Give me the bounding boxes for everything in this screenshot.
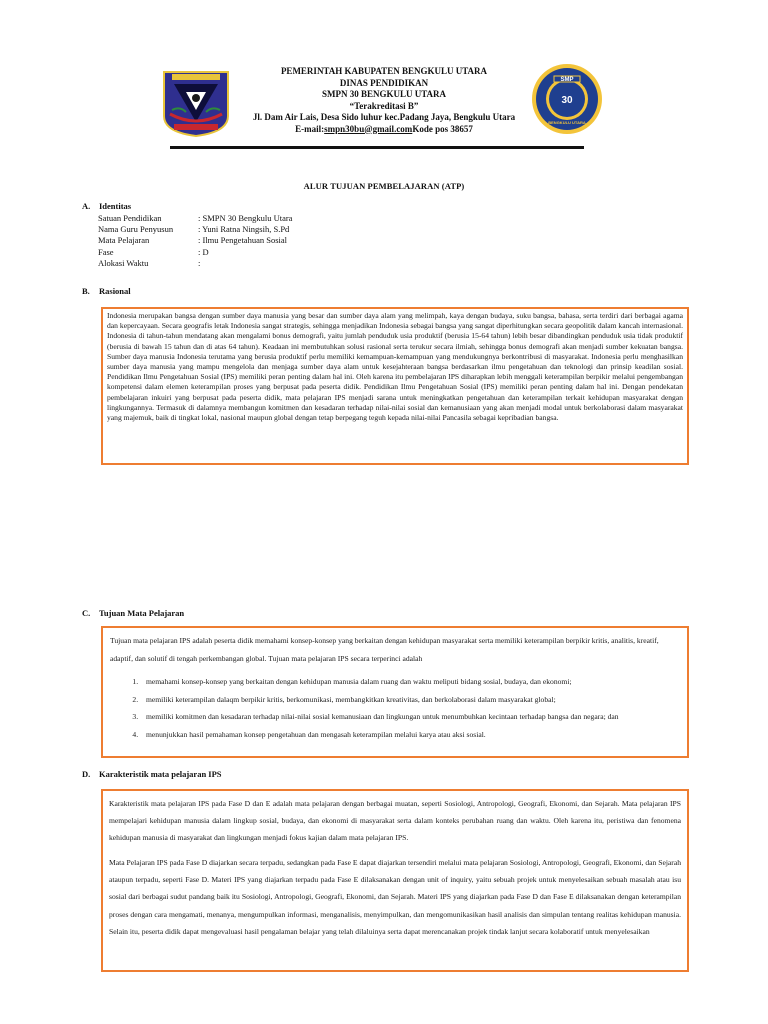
karakteristik-paragraph: Karakteristik mata pelajaran IPS pada Fase D dan E adalah mata pelajaran dengan berbagai muatan, seperti Sosiologi, Antropologi, Geografi, Ekonomi, dan Sejarah. Mata pelajaran IPS mempelajari kehidupan manusia dalam lingkup sosial, budaya, dan ekonomi di masyarakat serta dalam konteks perubahan ruang dan waktu. Oleh karena itu, peristiwa dan fenomena kehidupan manusia di masyarakat dan lingkungan menjadi fokus kajian dalam mata pelajaran IPS. xyxy=(109,799,681,843)
section-heading-identitas xyxy=(82,201,131,211)
section-letter: B. xyxy=(82,286,90,296)
list-item: 4. menunjukkan hasil pemahaman konsep pengetahuan dan mengasah keterampilan melalui karya atau aksi sosial. xyxy=(140,726,680,744)
identity-key: Fase xyxy=(98,246,114,257)
identity-key: Satuan Pendidikan xyxy=(98,213,162,223)
identity-row xyxy=(98,235,292,246)
karakteristik-paragraph: Mata Pelajaran IPS pada Fase D diajarkan secara terpadu, sedangkan pada Fase E dapat diajarkan tersendiri melalui mata pelajaran Sosiologi, Antropologi, Geografi, Ekonomi, dan Sejarah ataupun terpadu, seperti Fase D. Materi IPS yang diajarkan terpadu pada Fase E dilaksanakan dengan unit of inquiry, yaitu sebuah projek untuk menyelesaikan sebuah masalah atau isu sosial dari berbagai sudut pandang baik itu Sosiologi, Antropologi, Geografi, Ekonomi, dan Sejarah. Materi IPS yang diajarkan pada Fase D dan Fase E dilaksanakan dengan keterampilan proses dengan cara mengamati, menanya, mengumpulkan informasi, menganalisis, menyimpulkan, dan mengomunikasikan hasil analisis dan simpulan tentang realitas kehidupan manusia. Selain itu, peserta didik dapat mengevaluasi hasil pengalaman belajar yang telah dilaluinya serta dapat merencanakan projek tindak lanjut secara kolaboratif untuk menyelesaikan xyxy=(109,858,681,936)
letterhead-divider xyxy=(170,146,584,149)
identity-row xyxy=(98,213,292,224)
identity-key: Nama Guru Penyusun xyxy=(98,224,174,235)
identity-row xyxy=(98,247,292,258)
school-logo-bottom-text: BENGKULU UTARA xyxy=(548,120,586,125)
school-logo-smp-text: SMP xyxy=(560,77,574,83)
section-heading-rasional xyxy=(82,286,131,296)
tujuan-list xyxy=(110,673,680,743)
letterhead-line-government: PEMERINTAH KABUPATEN BENGKULU UTARA xyxy=(280,66,488,76)
section-letter: C. xyxy=(82,608,91,618)
letterhead-line-address: Jl. Dam Air Lais, Desa Sido luhur kec.Padang Jaya, Bengkulu Utara xyxy=(252,112,516,122)
identity-key: Mata Pelajaran xyxy=(98,235,150,246)
section-heading-karakteristik xyxy=(82,769,222,779)
tujuan-intro: Tujuan mata pelajaran IPS adalah peserta didik memahami konsep-konsep yang berkaitan dengan kehidupan masyarakat serta memiliki keterampilan berpikir kritis, analitis, kreatif, adaptif, dan solutif di tengah perkembangan global. Tujuan mata pelajaran IPS secara terperinci adalah xyxy=(110,636,659,663)
letterhead xyxy=(240,66,528,135)
section-title: Rasional xyxy=(99,286,131,296)
identity-value: : Yuni Ratna Ningsih, S.Pd xyxy=(198,224,290,235)
section-title: Identitas xyxy=(99,201,132,211)
karakteristik-box xyxy=(101,789,689,972)
list-item: 3. memiliki komitmen dan kesadaran terhadap nilai-nilai sosial kemanusiaan dan lingkungan untuk menumbuhkan kecintaan terhadap bangsa dan negara; dan xyxy=(140,708,680,726)
postal-code: Kode pos 38657 xyxy=(412,123,473,134)
identity-table xyxy=(98,213,292,269)
letterhead-line-school: SMPN 30 BENGKULU UTARA xyxy=(321,89,447,99)
school-logo-number: 30 xyxy=(561,95,573,106)
rasional-box xyxy=(101,307,689,465)
section-title: Karakteristik mata pelajaran IPS xyxy=(99,769,222,779)
section-title: Tujuan Mata Pelajaran xyxy=(99,608,185,618)
letterhead-line-contact xyxy=(240,124,528,136)
document-title: ALUR TUJUAN PEMBELAJARAN (ATP) xyxy=(303,181,465,191)
letterhead-line-office: DINAS PENDIDIKAN xyxy=(339,77,429,88)
school-logo xyxy=(530,62,604,136)
rasional-text: Indonesia merupakan bangsa dengan sumber daya manusia yang besar dan sumber daya alam yang melimpah, kaya dengan budaya, suku bangsa, bahasa, serta terdiri dari berbagai agama dan kepercayaan. Secara geografis letak Indonesia sangat strategis, sehingga menjadikan Indonesia sebagai bangsa yang sangat diperhitungkan secara geopolitik dalam kancah internasional. Indonesia di tahun-tahun mendatang akan mengalami bonus demografi, yaitu jumlah penduduk usia produktif (berusia 15-64 tahun) lebih besar dibandingkan penduduk usia tidak produktif (berusia di bawah 15 tahun dan di atas 64 tahun). Keadaan ini membutuhkan solusi rasional serta terukur secara ilmiah, sehingga bonus demografi akan menjadi sumber kekuatan bangsa. Sumber daya manusia Indonesia terutama yang berusia produktif perlu memiliki kemampuan-kemampuan yang mendukungnya berkontribusi di masyarakat. Indonesia perlu menghasilkan sumber daya manusia yang mampu mengelola dan menjaga sumber daya alam untuk kesejahteraan bangsa berdasarkan ilmu pengetahuan dan teknologi dan prinsip keadilan sosial. Pendidikan Ilmu Pengetahuan Sosial (IPS) memiliki peran penting dalam hal ini. Oleh karena itu pembelajaran IPS diharapkan lebih menggali keterampilan berpikir melalui pengembangan kompetensi dalam elemen keterampilan proses yang berpusat pada peserta didik. Pendidikan Ilmu Pengetahuan Sosial (IPS) memiliki peran penting dalam hal ini. Dengan pendekatan pembelajaran inkuiri yang berpusat pada peserta didik, mata pelajaran IPS menjadi sarana untuk meningkatkan pengetahuan dan keterampilan terkait kehidupan masyarakat dengan lingkungannya. Termasuk di dalamnya membangun komitmen dan kesadaran terhadap nilai-nilai sosial dan kemanusiaan yang akan menjadi modal untuk berkolaborasi dalam masyarakat yang majemuk, baik di tingkat lokal, nasional maupun global dengan tetap berpegang teguh kepada nilai-nilai Pancasila sebagai kepribadian bangsa. xyxy=(107,311,683,423)
letterhead-line-accreditation: “Terakreditasi B” xyxy=(349,100,419,111)
identity-value: : xyxy=(198,257,201,268)
identity-value: : Ilmu Pengetahuan Sosial xyxy=(198,235,288,246)
identity-row xyxy=(98,224,292,235)
identity-key: Alokasi Waktu xyxy=(98,257,149,268)
list-item: 1. memahami konsep-konsep yang berkaitan dengan kehidupan manusia dalam ruang dan waktu meliputi bidang sosial, budaya, dan ekonomi; xyxy=(140,673,680,691)
kabupaten-logo xyxy=(160,70,232,138)
identity-value: : D xyxy=(198,246,209,257)
section-letter: D. xyxy=(82,769,91,779)
list-item: 2. memiliki keterampilan dalaqm berpikir kritis, berkomunikasi, membangkitkan kreativitas, dan berkolaborasi dalam masyarakat global; xyxy=(140,691,680,709)
email-prefix: E-mail: xyxy=(295,123,325,134)
identity-value: : SMPN 30 Bengkulu Utara xyxy=(198,213,293,223)
section-letter: A. xyxy=(82,201,91,211)
section-heading-tujuan xyxy=(82,608,184,618)
identity-row xyxy=(98,258,292,269)
tujuan-box xyxy=(101,626,689,758)
email-link[interactable]: smpn30bu@gmail.com xyxy=(324,123,413,134)
